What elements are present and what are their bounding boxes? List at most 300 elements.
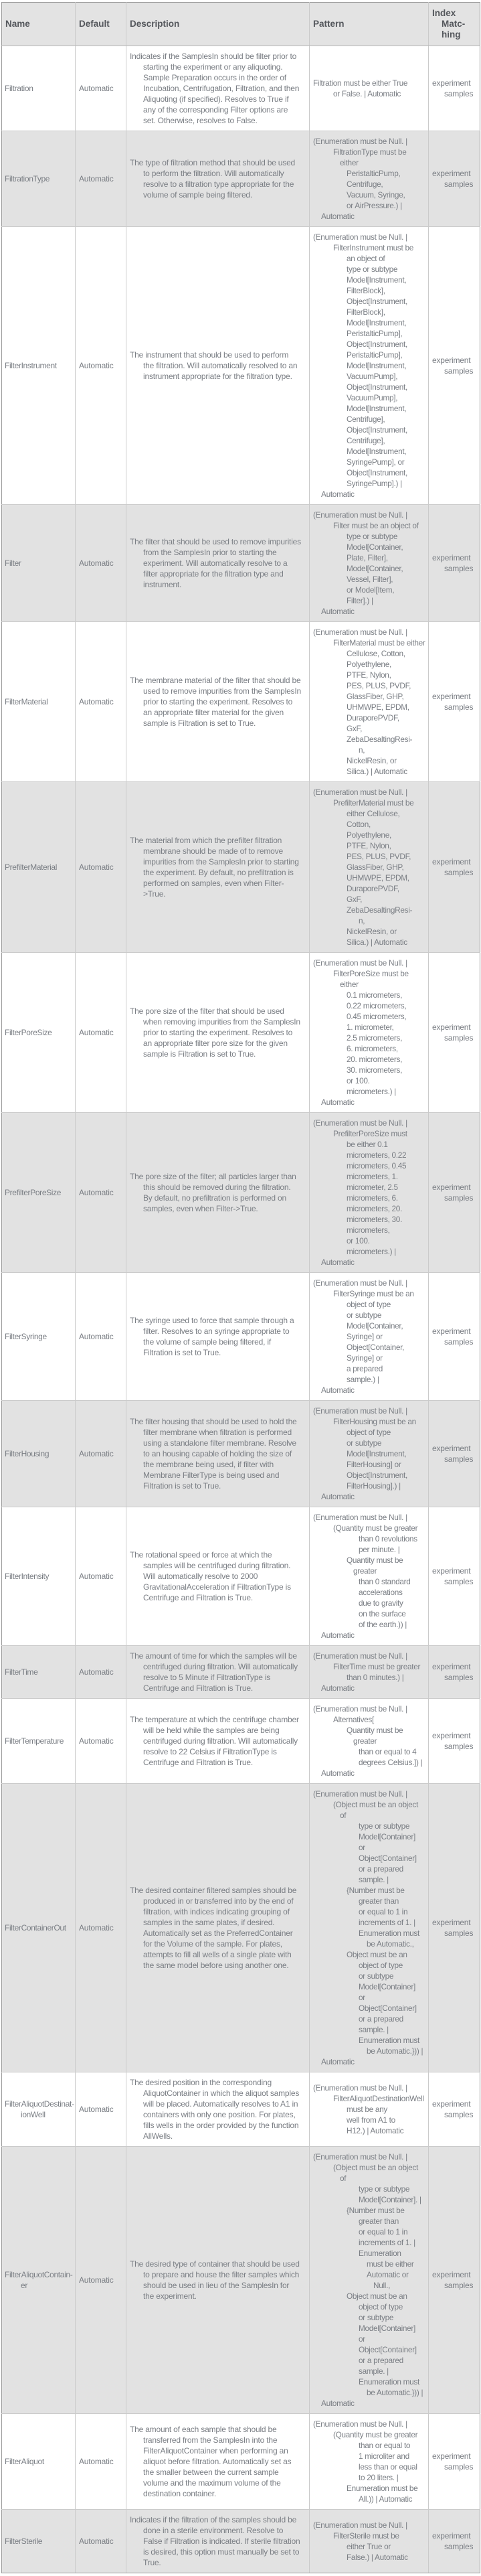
pattern-line: accelerations: [359, 1588, 403, 1597]
pattern-line: PeristalticPump],: [347, 350, 403, 360]
pattern-line: object of type: [359, 1961, 403, 1970]
index-matching-value: experiment samples: [432, 2270, 474, 2290]
pattern-cell: [310, 953, 429, 1113]
pattern-line: FilterTime must be greater: [333, 1662, 421, 1671]
pattern-line: Centrifuge,: [347, 179, 383, 189]
pattern-line: sample. |: [359, 1875, 389, 1884]
pattern-line: Object[Instrument,: [347, 1470, 407, 1480]
default-value: Automatic: [79, 2457, 114, 2466]
pattern-line: (Enumeration must be Null. |: [313, 627, 407, 637]
default-cell: [76, 953, 126, 1113]
table-row: [2, 131, 480, 227]
table-body: [2, 46, 480, 2573]
index-matching-cell: [429, 46, 480, 131]
option-name-cell: [2, 227, 76, 505]
pattern-cell: [310, 2414, 429, 2510]
pattern-line: {Number must be: [347, 1886, 405, 1895]
description-cell: [126, 1113, 310, 1273]
pattern-line: or a prepared: [359, 2356, 403, 2365]
default-value: Automatic: [79, 2536, 114, 2546]
pattern-cell: [310, 1507, 429, 1646]
pattern-line: Filtration must be either True: [313, 78, 408, 88]
pattern-line: Model[Instrument,: [347, 275, 407, 285]
column-header-label: Index: [432, 8, 456, 18]
pattern-cell: [310, 46, 429, 131]
pattern-cell: [310, 622, 429, 782]
default-value: Automatic: [79, 697, 114, 706]
pattern-cell: [310, 2510, 429, 2573]
pattern-line: Model[Instrument,: [347, 404, 407, 413]
pattern-line: H12.) | Automatic: [347, 2126, 404, 2135]
index-matching-cell: [429, 227, 480, 505]
pattern-line: or a prepared: [359, 2014, 403, 2024]
index-matching-cell: [429, 953, 480, 1113]
pattern-line: Automatic: [321, 489, 355, 499]
pattern-cell: [310, 1401, 429, 1507]
pattern-cell: [310, 1113, 429, 1273]
description-cell: [126, 1507, 310, 1646]
description-cell: [126, 622, 310, 782]
column-header-name: [2, 3, 76, 46]
option-name-cell: [2, 622, 76, 782]
index-matching-value: experiment samples: [432, 2099, 474, 2119]
default-value: Automatic: [79, 2275, 114, 2285]
table-row: [2, 2072, 480, 2147]
pattern-line: Centrifuge],: [347, 414, 385, 424]
description-text: Indicates if the SamplesIn should be filter prior to starting the experiment or any aliquoting. Sample Preparation occurs in the order of Incubation, Centrifugation, Filtration, and then Aliquoting (if specified). Resolves to True if any of the corresponding Filter options are set. Otherwise, resolves to False.: [130, 52, 300, 125]
table-row: [2, 953, 480, 1113]
default-cell: [76, 505, 126, 622]
pattern-line: Object[Container]: [359, 2003, 417, 2013]
pattern-line: Cotton,: [347, 820, 371, 829]
index-matching-value: experiment samples: [432, 356, 474, 376]
pattern-line: (Enumeration must be Null. |: [313, 2083, 407, 2093]
pattern-line: Automatic: [321, 1492, 355, 1501]
pattern-line: (Enumeration must be Null. |: [313, 2419, 407, 2429]
column-header-label: Description: [130, 19, 180, 29]
description-text: The desired type of container that should be used to prepare and house the filter samples which should be used in lieu of the SamplesIn for the experiment.: [130, 2259, 300, 2301]
pattern-line: either Cellulose,: [347, 809, 400, 818]
pattern-line: 0.45 micrometers,: [347, 1012, 407, 1021]
index-matching-cell: [429, 1401, 480, 1507]
pattern-line: must be any: [347, 2105, 387, 2114]
description-text: The filter that should be used to remove impurities from the SamplesIn prior to starting the experiment. Will automatically resolve to a filter appropriate for the filtration type and instrument.: [130, 537, 301, 589]
pattern-line: Automatic or Null.,: [367, 2270, 409, 2290]
pattern-line: GxF,: [347, 724, 363, 733]
pattern-line: (Object must be an object of: [333, 2163, 418, 2183]
pattern-cell: [310, 1646, 429, 1699]
default-cell: [76, 782, 126, 953]
pattern-line: or subtype: [359, 1971, 394, 1981]
pattern-line: than 0 minutes.) |: [347, 1673, 404, 1682]
pattern-line: (Enumeration must be Null. |: [313, 1704, 407, 1714]
pattern-cell: [310, 227, 429, 505]
pattern-line: per minute. |: [359, 1545, 400, 1554]
index-matching-value: experiment samples: [432, 2531, 474, 2551]
description-cell: [126, 782, 310, 953]
index-matching-cell: [429, 131, 480, 227]
pattern-line: Model[Container]. |: [359, 2195, 421, 2204]
default-value: Automatic: [79, 1028, 114, 1037]
pattern-line: n,: [359, 745, 365, 755]
pattern-line: Vessel, Filter],: [347, 575, 393, 584]
pattern-line: (Enumeration must be Null. |: [313, 510, 407, 520]
description-text: The pore size of the filter that should be used when removing impurities from the SamplesIn prior to starting the experiment. Resolves to an appropriate filter pore size for the given sample is Filtration is set to True.: [130, 1006, 300, 1059]
index-matching-cell: [429, 1113, 480, 1273]
pattern-line: (Enumeration must be Null. |: [313, 137, 407, 146]
table-row: [2, 782, 480, 953]
description-cell: [126, 46, 310, 131]
option-name-cell: [2, 1113, 76, 1273]
option-name: FilterInstrument: [5, 361, 57, 370]
pattern-line: greater than: [359, 2216, 399, 2226]
option-name-cell: [2, 1401, 76, 1507]
pattern-line: type or subtype: [347, 532, 398, 541]
pattern-line: (Quantity must be greater: [333, 2430, 418, 2439]
pattern-line: or 100.: [347, 1236, 370, 1245]
pattern-line: or: [359, 1993, 365, 2002]
index-matching-value: experiment samples: [432, 1183, 474, 1203]
description-text: The pore size of the filter; all particles larger than this should be removed during the filtration. By default, no prefiltration is performed on samples, even when Filter->True.: [130, 1172, 296, 1213]
pattern-line: FilterSyringe must be an: [333, 1289, 414, 1298]
option-name-cell: [2, 953, 76, 1113]
pattern-line: FilterHousing].) |: [347, 1481, 401, 1491]
description-text: The temperature at which the centrifuge chamber will be held while the samples are being centrifuged during filtration. Will automatically resolve to 22 Celsius if FiltrationType is Centrifuge and Filtration is True.: [130, 1715, 299, 1767]
description-cell: [126, 1646, 310, 1699]
pattern-line: well from A1 to: [347, 2115, 395, 2125]
table-row: [2, 1699, 480, 1784]
description-cell: [126, 1699, 310, 1784]
pattern-line: object of type: [347, 1300, 391, 1309]
pattern-line: micrometer, 2.5: [347, 1183, 398, 1192]
default-cell: [76, 1401, 126, 1507]
option-name-cell: [2, 2147, 76, 2414]
default-cell: [76, 227, 126, 505]
pattern-line: or subtype: [359, 2313, 394, 2322]
pattern-line: or AirPressure.) |: [347, 201, 402, 210]
default-cell: [76, 1507, 126, 1646]
pattern-line: FilterBlock],: [347, 286, 385, 295]
pattern-line: n,: [359, 916, 365, 925]
table-row: [2, 1507, 480, 1646]
pattern-line: (Enumeration must be Null. |: [313, 787, 407, 797]
pattern-line: micrometers,: [347, 1225, 390, 1235]
pattern-line: Model[Container]: [359, 1832, 416, 1841]
default-cell: [76, 2414, 126, 2510]
default-cell: [76, 46, 126, 131]
pattern-line: PES, PLUS, PVDF,: [347, 681, 411, 690]
default-value: Automatic: [79, 174, 114, 183]
table-row: [2, 1113, 480, 1273]
pattern-line: Object[Instrument,: [347, 339, 407, 349]
pattern-line: Automatic: [321, 1631, 355, 1640]
option-name-cell: [2, 2072, 76, 2147]
pattern-line: Object[Instrument,: [347, 382, 407, 392]
pattern-line: type or subtype: [347, 264, 398, 274]
index-matching-cell: [429, 2072, 480, 2147]
index-matching-value: experiment samples: [432, 692, 474, 712]
table-row: [2, 1401, 480, 1507]
pattern-line: micrometers.) |: [347, 1087, 396, 1096]
pattern-line: 30. micrometers,: [347, 1065, 403, 1075]
pattern-line: Model[Container,: [347, 542, 403, 552]
pattern-line: 20. micrometers,: [347, 1055, 403, 1064]
description-text: The type of filtration method that should be used to perform the filtration. Will automatically resolve to a filtration type appropriate for the volume of sample being filtered.: [130, 158, 296, 200]
default-value: Automatic: [79, 361, 114, 370]
pattern-line: be Automatic.})) |: [367, 2046, 423, 2056]
index-matching-cell: [429, 1507, 480, 1646]
default-cell: [76, 1646, 126, 1699]
pattern-line: micrometers, 6.: [347, 1193, 398, 1203]
pattern-line: VacuumPump],: [347, 372, 398, 381]
pattern-line: DuraporePVDF,: [347, 713, 399, 723]
pattern-line: Silica.) | Automatic: [347, 767, 407, 776]
pattern-line: SyringePump].) |: [347, 479, 402, 488]
pattern-line: Centrifuge],: [347, 436, 385, 445]
pattern-line: Model[Instrument,: [347, 361, 407, 370]
table-row: [2, 622, 480, 782]
pattern-line: FilterAliquotDestinationWell: [333, 2094, 424, 2103]
option-name: PrefilterMaterial: [5, 862, 58, 872]
pattern-line: be Automatic.})) |: [367, 2388, 423, 2397]
pattern-line: Model[Container]: [359, 2324, 416, 2333]
pattern-line: type or subtype: [359, 1821, 410, 1831]
pattern-line: FiltrationType must be either: [333, 147, 407, 167]
pattern-line: FilterSterile must be: [333, 2531, 399, 2541]
description-cell: [126, 2510, 310, 2573]
pattern-line: Object must be an: [347, 2291, 407, 2301]
option-name: ionWell: [21, 2110, 45, 2119]
pattern-line: (Enumeration must be Null. |: [313, 1118, 407, 1128]
default-value: Automatic: [79, 1667, 114, 1677]
pattern-cell: [310, 505, 429, 622]
option-name-cell: [2, 1699, 76, 1784]
pattern-cell: [310, 2072, 429, 2147]
option-name-cell: [2, 2510, 76, 2573]
pattern-line: sample.) |: [347, 1375, 379, 1384]
pattern-line: greater than: [359, 1896, 399, 1906]
pattern-line: or subtype: [347, 1310, 382, 1320]
index-matching-cell: [429, 2510, 480, 2573]
pattern-line: Filter must be an object of: [333, 521, 419, 530]
description-text: The amount of time for which the samples will be centrifuged during filtration. Will automatically resolve to 5 Minute if FiltrationType is Centrifuge and Filtration is True.: [130, 1651, 298, 1693]
options-table: [1, 2, 480, 2573]
pattern-line: on the surface: [359, 1609, 406, 1618]
pattern-line: micrometers, 0.22: [347, 1150, 407, 1160]
pattern-line: or equal to 1 in: [359, 2227, 408, 2237]
option-name-cell: [2, 782, 76, 953]
pattern-line: or 100.: [347, 1076, 370, 1085]
pattern-line: 1. micrometer,: [347, 1022, 394, 1032]
pattern-line: Model[Container]: [359, 1982, 416, 1991]
description-text: The amount of each sample that should be transferred from the SamplesIn into the FilterAliquotContainer when performing an aliquot before filtration. Automatically set as the smaller between the current sample volume and the maximum volume of the destination container.: [130, 2425, 292, 2498]
option-name-cell: [2, 2414, 76, 2510]
pattern-line: (Enumeration must be Null. |: [313, 1789, 407, 1799]
pattern-line: PrefilterMaterial must be: [333, 798, 414, 808]
pattern-cell: [310, 131, 429, 227]
pattern-line: (Enumeration must be Null. |: [313, 1513, 407, 1522]
pattern-line: micrometers, 0.45: [347, 1161, 407, 1170]
description-cell: [126, 505, 310, 622]
default-value: Automatic: [79, 1449, 114, 1458]
pattern-line: (Enumeration must be Null. |: [313, 1651, 407, 1661]
description-text: The material from which the prefilter filtration membrane should be made of to remove impurities from the SamplesIn prior to starting the experiment. By default, no prefiltration is performed on samples, even when Filter->True.: [130, 836, 299, 899]
pattern-line: Model[Instrument,: [347, 318, 407, 327]
pattern-line: than 0 revolutions: [359, 1534, 417, 1543]
default-cell: [76, 1273, 126, 1401]
description-text: The instrument that should be used to perform the filtration. Will automatically resolved to an instrument appropriate for the filtration type.: [130, 350, 298, 381]
default-cell: [76, 2510, 126, 2573]
pattern-line: UHMWPE, EPDM,: [347, 873, 409, 883]
pattern-line: All.)) | Automatic: [359, 2494, 413, 2504]
description-cell: [126, 1273, 310, 1401]
default-value: Automatic: [79, 1572, 114, 1581]
option-name: FilterTemperature: [5, 1736, 64, 1746]
default-cell: [76, 2072, 126, 2147]
index-matching-value: experiment samples: [432, 169, 474, 189]
pattern-line: object of type: [347, 1428, 391, 1437]
description-cell: [126, 2414, 310, 2510]
index-matching-value: experiment samples: [432, 1327, 474, 1347]
index-matching-value: experiment samples: [432, 78, 474, 98]
pattern-line: (Quantity must be greater: [333, 1523, 418, 1533]
description-text: The syringe used to force that sample through a filter. Resolves to an syringe appropriate to the volume of sample being filtered, if Filtration is set to True.: [130, 1316, 294, 1357]
option-name-cell: [2, 1507, 76, 1646]
default-value: Automatic: [79, 1923, 114, 1933]
pattern-line: PTFE, Nylon,: [347, 841, 391, 850]
default-cell: [76, 1784, 126, 2072]
default-cell: [76, 2147, 126, 2414]
pattern-line: False.) | Automatic: [347, 2553, 408, 2562]
pattern-line: NickelResin, or: [347, 927, 397, 936]
pattern-line: Polyethylene,: [347, 830, 391, 840]
table-row: [2, 227, 480, 505]
pattern-line: or Model[Item,: [347, 585, 395, 595]
pattern-line: Automatic: [321, 2057, 355, 2066]
pattern-line: Model[Container,: [347, 1321, 403, 1331]
option-name-cell: [2, 1273, 76, 1401]
pattern-line: {Number must be: [347, 2206, 405, 2215]
description-text: The desired position in the corresponding AliquotContainer in which the aliquot samples will be placed. Automatically resolves to A1 in containers with only one position. For plates, fills wells in the order provided by the function AllWells.: [130, 2078, 300, 2141]
option-name: FilterSyringe: [5, 1332, 47, 1341]
index-matching-value: experiment samples: [432, 553, 474, 573]
pattern-line: due to gravity: [359, 1598, 403, 1608]
option-name: FilterPoreSize: [5, 1028, 52, 1037]
pattern-line: FilterBlock],: [347, 307, 385, 317]
pattern-line: less than or equal: [359, 2462, 417, 2472]
index-matching-value: experiment samples: [432, 1566, 474, 1586]
pattern-line: to 20 liters. |: [359, 2473, 399, 2482]
index-matching-cell: [429, 1784, 480, 2072]
pattern-line: must be either: [367, 2259, 414, 2269]
default-value: Automatic: [79, 2105, 114, 2114]
pattern-line: GlassFiber, GHP,: [347, 692, 404, 701]
pattern-line: Plate, Filter],: [347, 553, 388, 562]
column-header-index-matching: [429, 3, 480, 46]
description-cell: [126, 131, 310, 227]
column-header-label: Matc-: [442, 19, 466, 29]
index-matching-cell: [429, 782, 480, 953]
pattern-line: sample. |: [359, 2025, 389, 2034]
option-name: FilterAliquotDestinat-: [5, 2099, 74, 2109]
pattern-line: Object[Instrument,: [347, 425, 407, 435]
table-header: [2, 3, 480, 46]
pattern-line: UHMWPE, EPDM,: [347, 702, 409, 712]
index-matching-cell: [429, 1646, 480, 1699]
description-cell: [126, 953, 310, 1113]
description-cell: [126, 227, 310, 505]
index-matching-value: experiment samples: [432, 1731, 474, 1751]
pattern-line: Object must be an: [347, 1950, 407, 1959]
default-cell: [76, 1113, 126, 1273]
pattern-line: Cellulose, Cotton,: [347, 649, 405, 658]
option-name-cell: [2, 131, 76, 227]
option-name: FilterHousing: [5, 1449, 50, 1458]
pattern-cell: [310, 1699, 429, 1784]
pattern-line: micrometers, 30.: [347, 1215, 403, 1224]
pattern-line: 2.5 micrometers,: [347, 1033, 403, 1043]
pattern-line: or subtype: [347, 1438, 382, 1448]
pattern-line: (Enumeration must be Null. |: [313, 1406, 407, 1416]
pattern-line: Automatic: [321, 1385, 355, 1395]
pattern-cell: [310, 1273, 429, 1401]
description-text: The desired container filtered samples should be produced in or transferred into by the end of filtration, with indices indicating grouping of samples in the same plates, if desired. Automatically set as the PreferredContainer for the Volume of the sample. For plates, attempts to fill all wells of a single plate with the same model before using another one.: [130, 1886, 297, 1970]
pattern-line: DuraporePVDF,: [347, 884, 399, 893]
pattern-line: Object[Container]: [359, 1853, 417, 1863]
pattern-line: Quantity must be greater: [347, 1726, 403, 1746]
description-text: The rotational speed or force at which the samples will be centrifuged during filtration. Will automatically resolve to 2000 GravitationalAcceleration if FiltrationType is Centrifuge and Filtration is True.: [130, 1550, 291, 1602]
option-name: FilterTime: [5, 1667, 38, 1677]
pattern-line: increments of 1. |: [359, 1918, 415, 1927]
default-value: Automatic: [79, 84, 114, 93]
pattern-line: or equal to 1 in: [359, 1907, 408, 1916]
table-row: [2, 1646, 480, 1699]
option-name: FilterSterile: [5, 2536, 43, 2546]
pattern-line: micrometers, 1.: [347, 1172, 398, 1181]
pattern-line: or: [359, 1843, 365, 1852]
pattern-cell: [310, 782, 429, 953]
option-name-cell: [2, 1646, 76, 1699]
column-header-default: [76, 3, 126, 46]
header-row: [2, 3, 480, 46]
pattern-cell: [310, 2147, 429, 2414]
pattern-line: GlassFiber, GHP,: [347, 862, 404, 872]
pattern-line: micrometers.) |: [347, 1247, 396, 1256]
default-value: Automatic: [79, 1332, 114, 1341]
pattern-line: be Automatic.,: [367, 1939, 414, 1949]
option-name: FilterAliquot: [5, 2457, 44, 2466]
pattern-line: PTFE, Nylon,: [347, 670, 391, 680]
pattern-line: Object[Instrument,: [347, 468, 407, 477]
pattern-line: Enumeration: [359, 2249, 401, 2258]
table-row: [2, 2510, 480, 2573]
pattern-cell: [310, 1784, 429, 2072]
pattern-line: (Enumeration must be Null. |: [313, 232, 407, 242]
pattern-line: (Object must be an object of: [333, 1800, 418, 1820]
table-row: [2, 1784, 480, 2072]
default-cell: [76, 622, 126, 782]
pattern-line: an object of: [347, 254, 385, 263]
pattern-line: PrefilterPoreSize must: [333, 1129, 407, 1138]
pattern-line: PeristalticPump],: [347, 329, 403, 338]
pattern-line: (Enumeration must be Null. |: [313, 958, 407, 968]
pattern-line: or a prepared: [359, 1864, 403, 1874]
index-matching-value: experiment samples: [432, 1444, 474, 1464]
pattern-line: sample. |: [359, 2366, 389, 2376]
pattern-line: Syringe] or: [347, 1332, 383, 1341]
pattern-line: Automatic: [321, 607, 355, 616]
option-name: Filtration: [5, 84, 33, 93]
